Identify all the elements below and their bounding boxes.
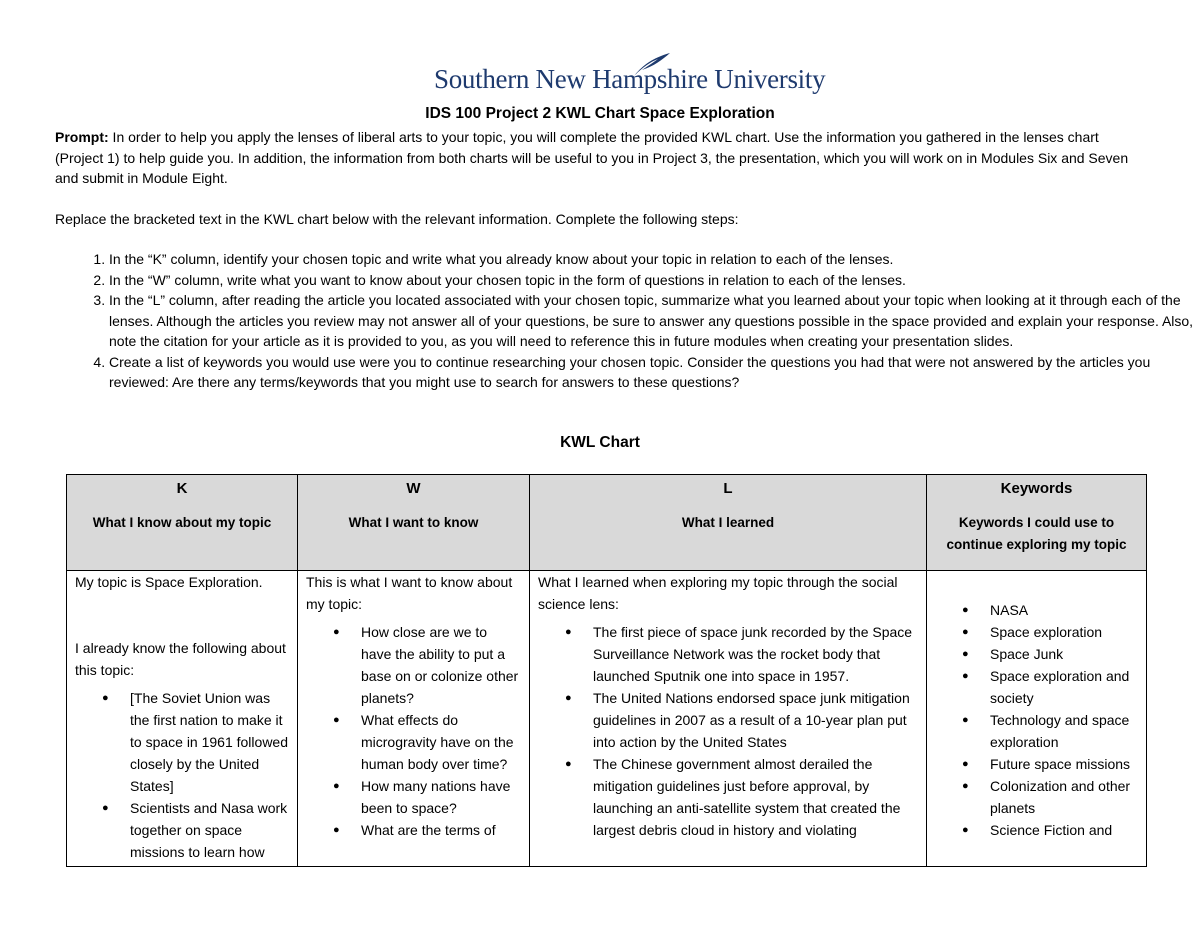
list-item: ● The first piece of space junk recorded by the Space Surveillance Network was the rocket body that launched Sputnik one into space in 1957. bbox=[593, 621, 918, 687]
k-topic-statement: My topic is Space Exploration. bbox=[75, 574, 263, 590]
list-item: ● Scientists and Nasa work together on space missions to learn how bbox=[130, 797, 289, 863]
k-list bbox=[75, 687, 289, 863]
instructions-intro: Replace the bracketed text in the KWL chart below with the relevant information. Complete the following steps: bbox=[55, 211, 739, 227]
quill-icon bbox=[632, 52, 672, 78]
keyword-item: ● Technology and space exploration bbox=[990, 709, 1138, 753]
l-intro-lens: social science bbox=[538, 574, 898, 612]
list-item: ● What are the terms of bbox=[361, 819, 521, 841]
list-item: ● What effects do microgravity have on the human body over time? bbox=[361, 709, 521, 775]
k-know-intro: I already know the following about this topic: bbox=[75, 640, 286, 678]
keyword-item: ● Science Fiction and bbox=[990, 819, 1138, 841]
kwl-header-row bbox=[67, 475, 1147, 571]
kwl-content-row bbox=[67, 571, 1147, 867]
university-logo bbox=[434, 52, 826, 102]
list-item: ● The Chinese government almost derailed the mitigation guidelines just before approval, by launching an anti-satellite system that created the largest debris cloud in history and violating bbox=[593, 753, 918, 841]
prompt-paragraph bbox=[55, 127, 1150, 189]
k-cell bbox=[67, 571, 298, 867]
keyword-item: ● Space exploration bbox=[990, 621, 1138, 643]
l-letter: L bbox=[723, 480, 733, 497]
l-cell bbox=[530, 571, 927, 867]
w-list bbox=[306, 621, 521, 841]
university-name: Southern New Hampshire University bbox=[434, 64, 826, 94]
l-intro-start: What I learned when exploring my topic through the bbox=[538, 574, 862, 590]
l-intro bbox=[538, 571, 918, 615]
l-list bbox=[538, 621, 918, 841]
keywords-list bbox=[935, 599, 1138, 841]
keyword-item: ● Space exploration and society bbox=[990, 665, 1138, 709]
l-intro-end: lens: bbox=[585, 596, 619, 612]
kwl-chart-heading: KWL Chart bbox=[560, 434, 640, 451]
instruction-step: 4. Create a list of keywords you would use were you to continue researching your chosen topic. Consider the questions you had that were not answered by the articles you reviewed: Are there any terms/keywords that you might use to search for answers to these questions? bbox=[109, 352, 1200, 393]
k-column-header bbox=[67, 475, 298, 571]
keyword-item: ● Space Junk bbox=[990, 643, 1138, 665]
keyword-item: ● Colonization and other planets bbox=[990, 775, 1138, 819]
w-intro: This is what I want to know about my topic: bbox=[306, 574, 513, 612]
list-item: ● How many nations have been to space? bbox=[361, 775, 521, 819]
prompt-text: In order to help you apply the lenses of liberal arts to your topic, you will complete the provided KWL chart. Use the information you gathered in the lenses chart (Project 1) to help guide you. In addition, the information from both charts will be useful to you in Project 3, the presentation, which you will work on in Modules Six and Seven and submit in Module Eight. bbox=[55, 129, 1129, 186]
w-cell bbox=[298, 571, 530, 867]
instruction-steps bbox=[55, 249, 1200, 393]
keyword-item: ● Future space missions bbox=[990, 753, 1138, 775]
list-item: ● [The Soviet Union was the first nation to make it to space in 1961 followed closely by the United States] bbox=[130, 687, 289, 797]
list-item: ● The United Nations endorsed space junk mitigation guidelines in 2007 as a result of a 10-year plan put into action by the United States bbox=[593, 687, 918, 753]
instruction-step: 1. In the “K” column, identify your chosen topic and write what you already know about your topic in relation to each of the lenses. bbox=[109, 249, 1200, 270]
kwl-table bbox=[66, 474, 1147, 867]
keyword-item: ● NASA bbox=[990, 599, 1138, 621]
prompt-label: Prompt: bbox=[55, 129, 109, 145]
instruction-step: 2. In the “W” column, write what you want to know about your chosen topic in the form of questions in relation to each of the lenses. bbox=[109, 270, 1200, 291]
w-description: What I want to know bbox=[348, 515, 479, 530]
document-title: IDS 100 Project 2 KWL Chart Space Exploration bbox=[425, 105, 775, 122]
k-description: What I know about my topic bbox=[92, 515, 272, 530]
instruction-step: 3. In the “L” column, after reading the article you located associated with your chosen topic, summarize what you learned about your topic when looking at it through each of the lenses. Although the articles you review may not answer all of your questions, be sure to answer any questions possible in the space provided and explain your response. Also, note the citation for your article as it is provided to you, as you will need to reference this in future modules when creating your presentation slides. bbox=[109, 290, 1200, 352]
list-item: ● How close are we to have the ability to put a base on or colonize other planets? bbox=[361, 621, 521, 709]
l-column-header bbox=[530, 475, 927, 571]
w-letter: W bbox=[406, 480, 421, 497]
keywords-cell bbox=[927, 571, 1147, 867]
keywords-description: Keywords I could use to continue exploring my topic bbox=[946, 515, 1127, 552]
keywords-column-header bbox=[927, 475, 1147, 571]
keywords-letter: Keywords bbox=[1000, 480, 1073, 497]
w-column-header bbox=[298, 475, 530, 571]
k-letter: K bbox=[176, 480, 188, 497]
l-description: What I learned bbox=[681, 515, 775, 530]
